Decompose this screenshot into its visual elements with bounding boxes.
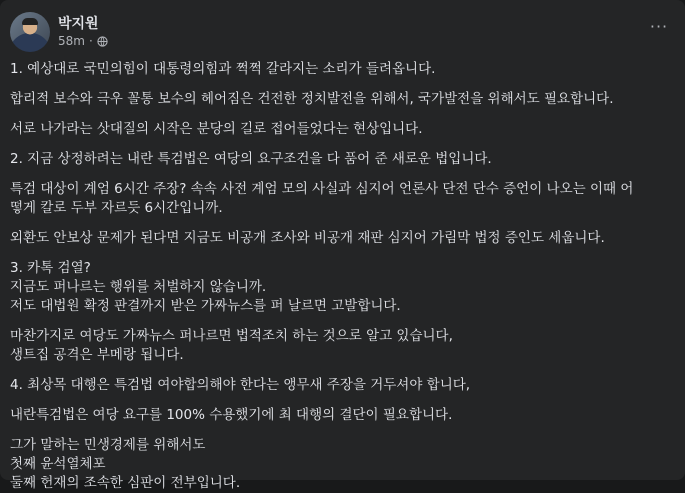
post-paragraph: 그가 말하는 민생경제를 위해서도 첫째 윤석열체포 둘째 헌재의 조속한 심판이 전부입니다. [10, 437, 241, 491]
post-meta [58, 34, 108, 48]
post-paragraph: 합리적 보수와 극우 꼴통 보수의 헤어짐은 건전한 정치발전을 위해서, 국가발전을 위해서도 필요합니다. [10, 91, 614, 107]
post-paragraph: 마찬가지로 여당도 가짜뉴스 퍼나르면 법적조치 하는 것으로 알고 있습니다, 생트집 공격은 부메랑 됩니다. [10, 328, 453, 363]
meta-separator: · [88, 34, 93, 48]
post-paragraph: 2. 지금 상정하려는 내란 특검법은 여당의 요구조건을 다 품어 준 새로운 법입니다. [10, 151, 492, 167]
more-options-icon[interactable]: ··· [649, 17, 669, 36]
globe-icon [97, 36, 108, 47]
post-paragraph: 서로 나가라는 삿대질의 시작은 분당의 길로 접어들었다는 현상입니다. [10, 121, 423, 137]
author-name[interactable]: 박지원 [58, 16, 99, 32]
post-paragraph: 내란특검법은 여당 요구를 100% 수용했기에 최 대행의 결단이 필요합니다. [10, 407, 453, 423]
post-paragraph: 외환도 안보상 문제가 된다면 지금도 비공개 조사와 비공개 재판 심지어 가림막 법정 증인도 세웁니다. [10, 230, 605, 246]
avatar[interactable] [10, 12, 50, 52]
post-paragraph: 4. 최상목 대행은 특검법 여야합의해야 한다는 앵무새 주장을 거두셔야 합니다, [10, 377, 471, 393]
post-body [10, 60, 670, 493]
post-paragraph: 3. 카톡 검열? 지금도 퍼나르는 행위를 처벌하지 않습니까. 저도 대법원 확정 판결까지 받은 가짜뉴스를 퍼 날르면 고발합니다. [10, 260, 401, 314]
post-paragraph: 1. 예상대로 국민의힘이 대통령의힘과 쩍쩍 갈라지는 소리가 들려옵니다. [10, 61, 436, 77]
post-timestamp[interactable]: 58m [58, 34, 85, 48]
post-paragraph: 특검 대상이 계엄 6시간 주장? 속속 사전 계엄 모의 사실과 심지어 언론사 단전 단수 증언이 나오는 이때 어 떻게 칼로 두부 자르듯 6시간입니까. [10, 181, 634, 216]
post-header [10, 12, 675, 52]
